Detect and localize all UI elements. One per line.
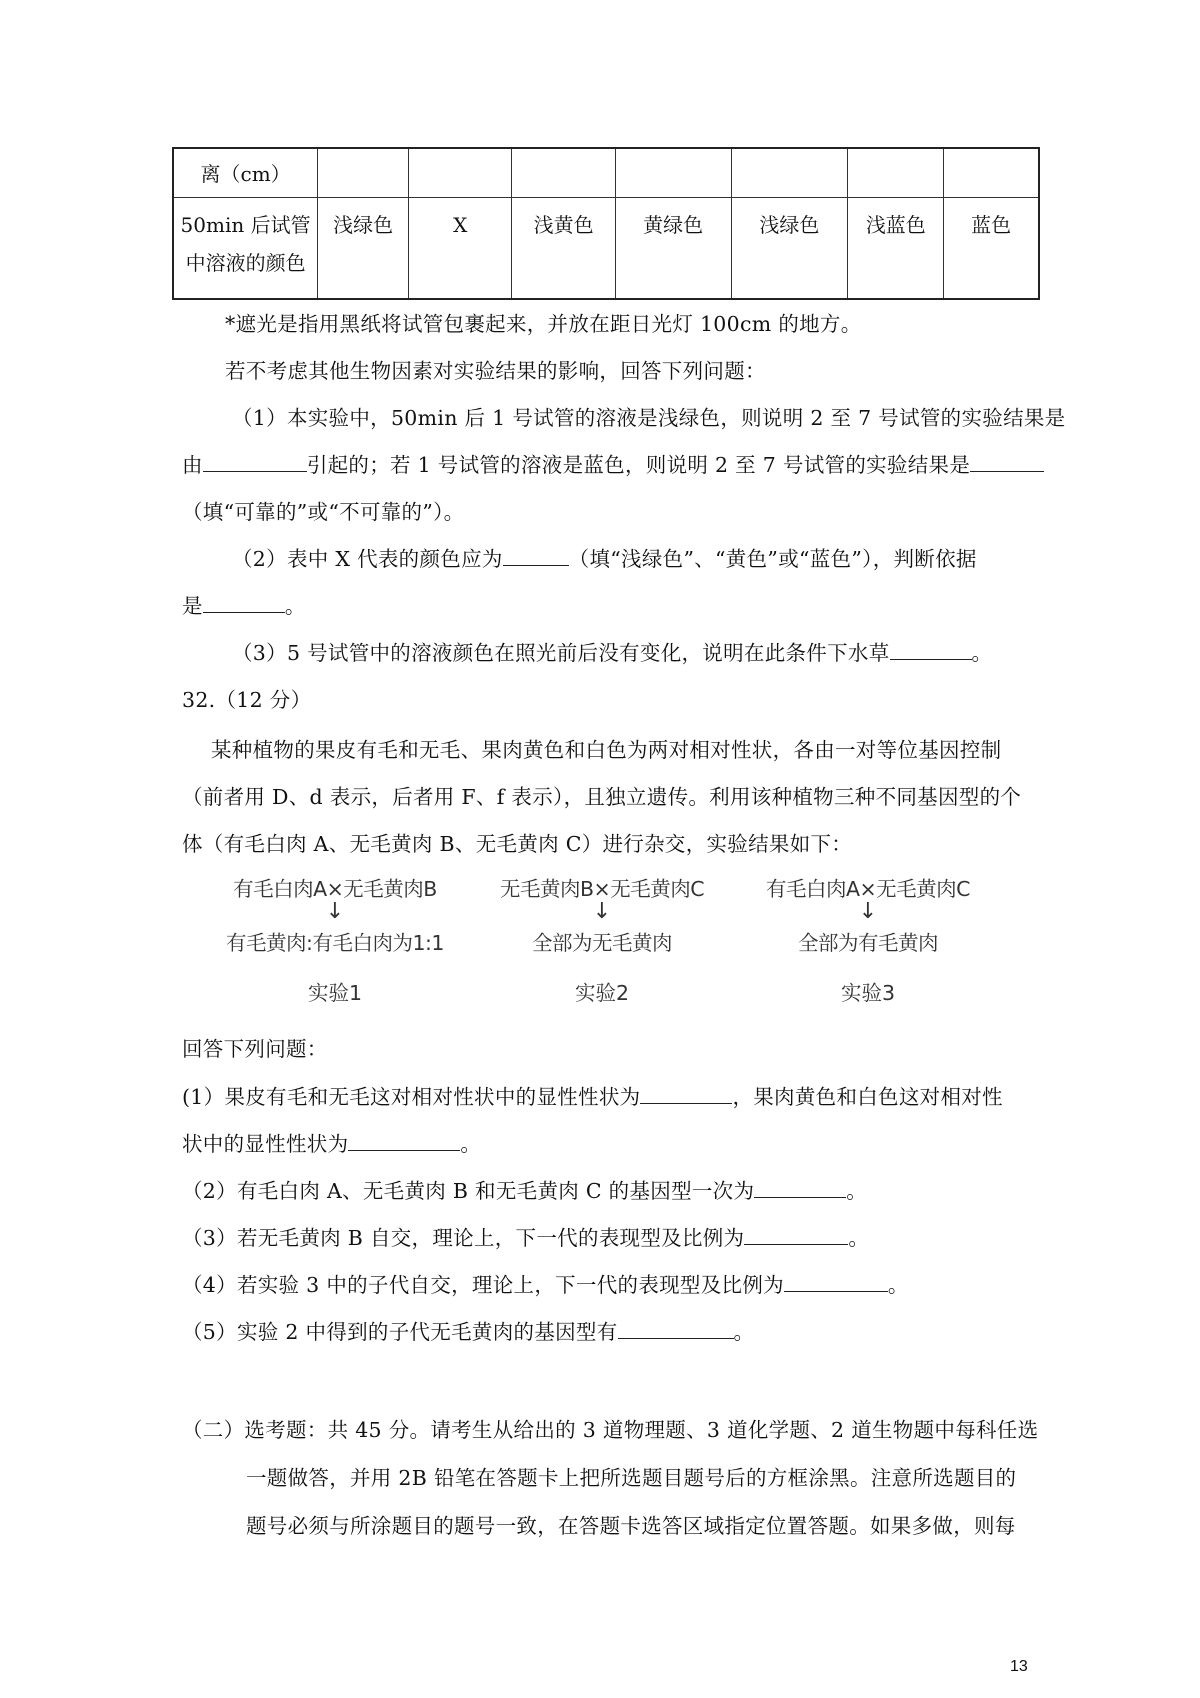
experiment-label: 实验3 — [840, 981, 896, 1005]
answer-blank — [784, 1271, 888, 1292]
text: 引起的；若 1 号试管的溶液是蓝色，则说明 2 至 7 号试管的实验结果是 — [306, 453, 971, 477]
section-2-line: 一题做答，并用 2B 铅笔在答题卡上把所选题目题号后的方框涂黑。注意所选题目的 — [246, 1466, 1017, 1490]
text: （3）5 号试管中的溶液颜色在照光前后没有变化，说明在此条件下水草 — [232, 641, 890, 665]
question-32-header: 32.（12 分） — [182, 688, 312, 712]
text: 。 — [284, 594, 306, 618]
question-32-1-line-2 — [182, 1127, 481, 1157]
answer-blank — [754, 1177, 846, 1198]
experiment-2-diagram — [462, 872, 742, 1006]
text: 。 — [733, 1320, 755, 1344]
page-number: 13 — [1010, 1658, 1028, 1675]
text: （5）实验 2 中得到的子代无毛黄肉的基因型有 — [182, 1320, 618, 1344]
question-32-4 — [182, 1268, 909, 1298]
section-2-line: （二）选考题：共 45 分。请考生从给出的 3 道物理题、3 道化学题、2 道生物题中每科任选 — [182, 1418, 1039, 1442]
table-cell: 黄绿色 — [615, 198, 731, 300]
experiment-parents: 有毛白肉A×无毛黄肉B — [233, 877, 437, 901]
arrow-down-icon: ↓ — [858, 899, 878, 924]
question-2-line-1 — [232, 542, 977, 572]
text: （4）若实验 3 中的子代自交，理论上，下一代的表现型及比例为 — [182, 1273, 784, 1297]
answer-blank — [203, 451, 307, 472]
question-32-paragraph: 某种植物的果皮有毛和无毛、果肉黄色和白色为两对相对性状，各由一对等位基因控制 — [211, 738, 1002, 762]
table-row — [173, 198, 1039, 300]
question-32-1-line-1 — [182, 1080, 1003, 1110]
table-cell — [731, 148, 848, 198]
table-cell — [318, 148, 409, 198]
text: 。 — [971, 641, 993, 665]
experiment-parents: 无毛黄肉B×无毛黄肉C — [499, 877, 705, 901]
question-1-line-1: （1）本实验中，50min 后 1 号试管的溶液是浅绿色，则说明 2 至 7 号试管的实验结果是 — [232, 406, 1066, 430]
answer-blank — [618, 1318, 734, 1339]
text: （3）若无毛黄肉 B 自交，理论上，下一代的表现型及比例为 — [182, 1226, 745, 1250]
experiment-parents: 有毛白肉A×无毛黄肉C — [765, 877, 970, 901]
answer-blank — [970, 451, 1044, 472]
text: 是 — [182, 594, 203, 618]
table-cell: 蓝色 — [944, 198, 1039, 300]
answer-blank — [348, 1130, 460, 1151]
experiment-offspring: 全部为有毛黄肉 — [798, 931, 938, 955]
table-cell: 浅绿色 — [318, 198, 409, 300]
text: 状中的显性性状为 — [182, 1132, 349, 1156]
results-table — [172, 147, 1040, 300]
experiment-3-diagram — [728, 872, 1008, 1006]
question-32-3 — [182, 1221, 869, 1251]
experiment-1-diagram — [195, 872, 475, 1006]
question-2-line-2 — [182, 589, 306, 619]
answer-blank — [503, 545, 569, 566]
table-cell: 浅蓝色 — [848, 198, 944, 300]
experiment-label: 实验2 — [574, 981, 630, 1005]
section-2-line: 题号必须与所涂题目的题号一致，在答题卡选答区域指定位置答题。如果多做，则每 — [246, 1514, 1016, 1538]
experiment-offspring: 有毛黄肉:有毛白肉为1:1 — [226, 931, 444, 955]
question-3 — [232, 636, 992, 666]
row-label: 离（cm） — [173, 148, 318, 198]
answer-blank — [203, 592, 285, 613]
table-cell: 浅黄色 — [512, 198, 615, 300]
table-cell — [615, 148, 731, 198]
table-row — [173, 148, 1039, 198]
shading-note: *遮光是指用黑纸将试管包裹起来，并放在距日光灯 100cm 的地方。 — [225, 312, 862, 336]
table-cell: 浅绿色 — [731, 198, 848, 300]
row-label — [173, 198, 318, 300]
table-cell — [512, 148, 615, 198]
arrow-down-icon: ↓ — [592, 899, 612, 924]
answer-intro: 回答下列问题： — [182, 1037, 328, 1061]
answer-blank — [640, 1083, 732, 1104]
text: ，果肉黄色和白色这对相对性 — [732, 1085, 1003, 1109]
question-1-line-3: （填“可靠的”或“不可靠的”）。 — [182, 500, 465, 524]
text: （2）有毛白肉 A、无毛黄肉 B 和无毛黄肉 C 的基因型一次为 — [182, 1179, 755, 1203]
table-cell: X — [409, 198, 512, 300]
question-1-line-2 — [182, 448, 1044, 478]
experiment-label: 实验1 — [307, 981, 363, 1005]
table-cell — [848, 148, 944, 198]
question-32-paragraph: 体（有毛白肉 A、无毛黄肉 B、无毛黄肉 C）进行杂交，实验结果如下： — [182, 832, 853, 856]
answer-blank — [890, 639, 972, 660]
text: 。 — [846, 1179, 868, 1203]
text: （填“浅绿色”、“黄色”或“蓝色”），判断依据 — [568, 547, 977, 571]
text: （2）表中 X 代表的颜色应为 — [232, 547, 503, 571]
question-32-5 — [182, 1315, 754, 1345]
question-32-paragraph: （前者用 D、d 表示，后者用 F、f 表示），且独立遗传。利用该种植物三种不同基因型的个 — [182, 785, 1022, 809]
question-32-2 — [182, 1174, 867, 1204]
row-label-line: 50min 后试管 — [180, 213, 311, 237]
text: 。 — [460, 1132, 482, 1156]
intro-text: 若不考虑其他生物因素对实验结果的影响，回答下列问题： — [225, 359, 766, 383]
experiment-offspring: 全部为无毛黄肉 — [532, 931, 672, 955]
text: 。 — [887, 1273, 909, 1297]
answer-blank — [744, 1224, 848, 1245]
table-cell — [944, 148, 1039, 198]
text: 由 — [182, 453, 203, 477]
text: 。 — [848, 1226, 870, 1250]
row-label-line: 中溶液的颜色 — [185, 251, 306, 275]
text: (1）果皮有毛和无毛这对相对性状中的显性性状为 — [182, 1085, 641, 1109]
table-cell — [409, 148, 512, 198]
arrow-down-icon: ↓ — [325, 899, 345, 924]
